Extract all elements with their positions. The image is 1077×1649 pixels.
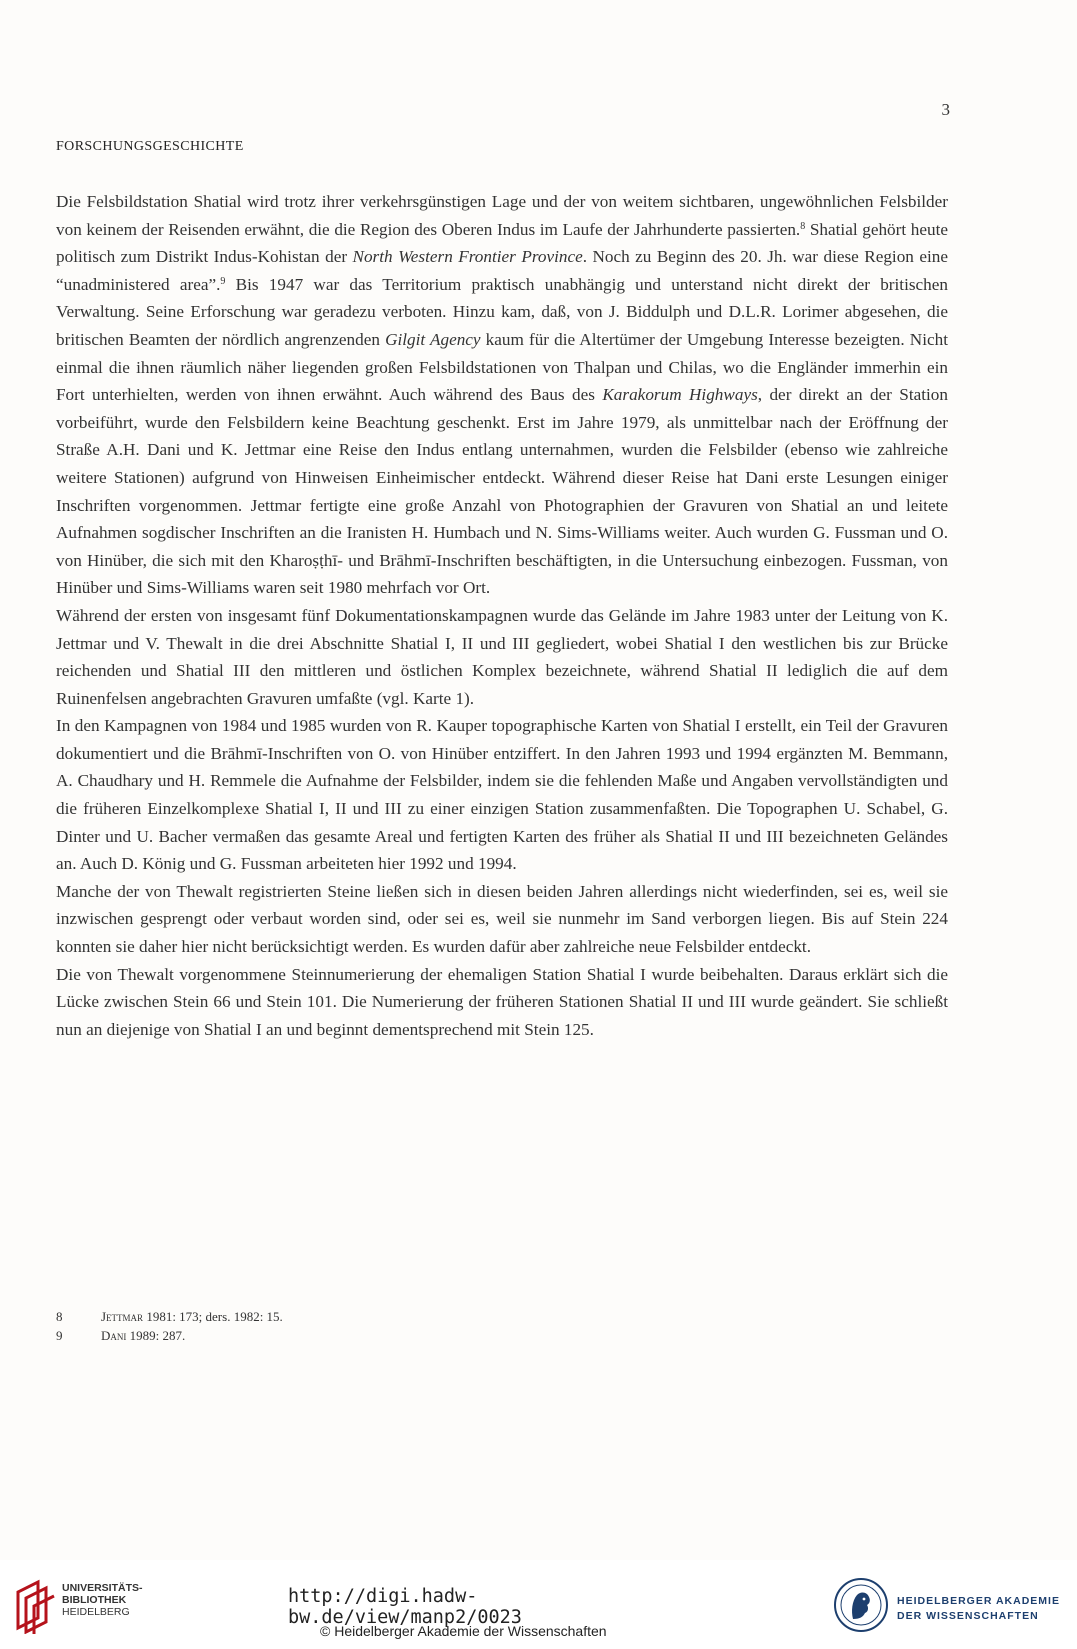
ub-logo-line3: HEIDELBERG	[62, 1606, 130, 1618]
body-text	[56, 188, 948, 1043]
permalink-url[interactable]: http://digi.hadw-bw.de/view/manp2/0023	[288, 1586, 522, 1628]
footnote-ref[interactable]: 9	[220, 275, 226, 287]
ub-logo-icon	[14, 1578, 60, 1634]
body-paragraph	[56, 878, 948, 961]
footnote-citation: 1989: 287.	[126, 1328, 186, 1343]
academy-logo-text	[897, 1594, 1060, 1624]
footnote-number: 9	[56, 1328, 63, 1343]
footnote	[56, 1326, 656, 1345]
ub-logo-line1: UNIVERSITÄTS-	[62, 1582, 143, 1594]
italic-term: Gilgit Agency	[385, 329, 481, 349]
text-run: kaum für die Altertümer der Umgebung Interesse bezeigten. Nicht einmal die ihnen räumlich näher liegenden großen Felsbildstationen von Thalpan und Chilas, wo die Engländer immerhin ein Fort unterhielten, werden von ihnen erwähnt. Auch während des Baus des	[56, 329, 948, 405]
ub-logo-line2: BIBLIOTHEK	[62, 1594, 127, 1606]
section-title: FORSCHUNGSGESCHICHTE	[56, 139, 244, 154]
page-number: 3	[941, 100, 950, 119]
copyright-notice: © Heidelberger Akademie der Wissenschaften	[320, 1623, 607, 1639]
text-run: In den Kampagnen von 1984 und 1985 wurden von R. Kauper topographische Karten von Shatial I erstellt, ein Teil der Gravuren dokumentiert und die Brāhmī-Inschriften von O. von Hinüber entziffert. In den Jahren 1993 und 1994 ergänzten M. Bemmann, A. Chaudhary und H. Remmele die Aufnahme der Felsbilder, indem sie die fehlenden Maße und Angaben vervollständigten und die früheren Einzelkomplexe Shatial I, II und III zu einer einzigen Station zusammenfaßten. Die Topographen U. Schabel, G. Dinter und U. Bacher vermaßen das gesamte Areal und fertigten Karten des früher als Shatial II und III bezeichneten Geländes an. Auch D. König und G. Fussman arbeiteten hier 1992 und 1994.	[56, 716, 948, 874]
text-run: . Noch zu Beginn des 20. Jh. war diese Region eine “unadministered area”.	[56, 247, 948, 294]
text-run: , der direkt an der Station vorbeiführt, wurde den Felsbildern keine Beachtung geschenkt. Erst im Jahre 1979, als unmittelbar nach der Eröffnung der Straße A.H. Dani und K. Jettmar eine Reise den Indus entlang unternahmen, wurden die Felsbilder (ebenso wie zahlreiche weitere Stationen) aufgrund von Hinweisen Einheimischer entdeckt. Während dieser Reise hat Dani erste Lesungen einiger Inschriften vorgenommen. Jettmar fertigte eine große Anzahl von Photographien der Gravuren von Shatial an und leitete Aufnahmen sogdischer Inschriften an die Iranisten H. Humbach und N. Sims-Williams weiter. Auch wurden G. Fussman und O. von Hinüber, die sich mit den Kharoṣṭhī- und Brāhmī-Inschriften beschäftigten, in die Untersuchung einbezogen. Fussman, von Hinüber und Sims-Williams waren seit 1980 mehrfach vor Ort.	[56, 385, 948, 598]
footnote-author: Jettmar	[101, 1309, 144, 1324]
text-run: Die Felsbildstation Shatial wird trotz ihrer verkehrsgünstigen Lage und der von weitem sichtbaren, ungewöhnlichen Felsbilder von keinem der Reisenden erwähnt, die die Region des Oberen Indus im Laufe der Jahrhunderte passierten.	[56, 192, 948, 239]
academy-logo-line1: HEIDELBERGER AKADEMIE	[897, 1595, 1060, 1607]
body-paragraph	[56, 188, 948, 602]
ub-logo-text	[62, 1582, 143, 1618]
text-run: Während der ersten von insgesamt fünf Dokumentationskampagnen wurde das Gelände im Jahre 1983 unter der Leitung von K. Jettmar und V. Thewalt in die drei Abschnitte Shatial I, II und III gegliedert, wobei Shatial I den westlichen bis zur Brücke reichenden und Shatial III den mittleren und östlichen Komplex bezeichnete, während Shatial II lediglich die auf dem Ruinenfelsen angebrachten Gravuren umfaßte (vgl. Karte 1).	[56, 605, 948, 708]
footnote-text	[101, 1326, 185, 1345]
footnote	[56, 1307, 656, 1326]
footnotes	[56, 1307, 656, 1345]
body-paragraph	[56, 961, 948, 1044]
footnote-author: Dani	[101, 1328, 127, 1343]
body-paragraph	[56, 712, 948, 878]
footnote-citation: 1981: 173; ders. 1982: 15.	[143, 1309, 283, 1324]
text-run: Die von Thewalt vorgenommene Steinnumerierung der ehemaligen Station Shatial I wurde beibehalten. Daraus erklärt sich die Lücke zwischen Stein 66 und Stein 101. Die Numerierung der früheren Stationen Shatial II und III wurde geändert. Sie schließt nun an diejenige von Shatial I an und beginnt dementsprechend mit Stein 125.	[56, 964, 948, 1039]
text-run: Bis 1947 war das Territorium praktisch unabhängig und unterstand nicht direkt der britischen Verwaltung. Seine Erforschung war geradezu verboten. Hinzu kam, daß, von J. Biddulph und D.L.R. Lorimer abgesehen, die britischen Beamten der nördlich angrenzenden	[56, 274, 948, 349]
text-run: Manche der von Thewalt registrierten Steine ließen sich in diesen beiden Jahren allerdings nicht wiederfinden, sei es, weil sie inzwischen gesprengt oder verbaut worden sind, oder sei es, weil sie nunmehr im Sand verborgen liegen. Bis auf Stein 224 konnten sie daher hier nicht berücksichtigt werden. Es wurden dafür aber zahlreiche neue Felsbilder entdeckt.	[56, 881, 948, 957]
footnote-ref[interactable]: 8	[800, 220, 806, 232]
footnote-number: 8	[56, 1309, 63, 1324]
academy-seal-icon	[833, 1577, 889, 1633]
body-paragraph	[56, 602, 948, 712]
text-run: Shatial gehört heute politisch zum Distrikt Indus-Kohistan der	[56, 219, 948, 267]
footnote-text	[101, 1307, 283, 1326]
italic-term: North Western Frontier Province	[352, 247, 583, 267]
italic-term: Karakorum Highways	[602, 385, 758, 405]
academy-logo-line2: DER WISSENSCHAFTEN	[897, 1610, 1039, 1622]
